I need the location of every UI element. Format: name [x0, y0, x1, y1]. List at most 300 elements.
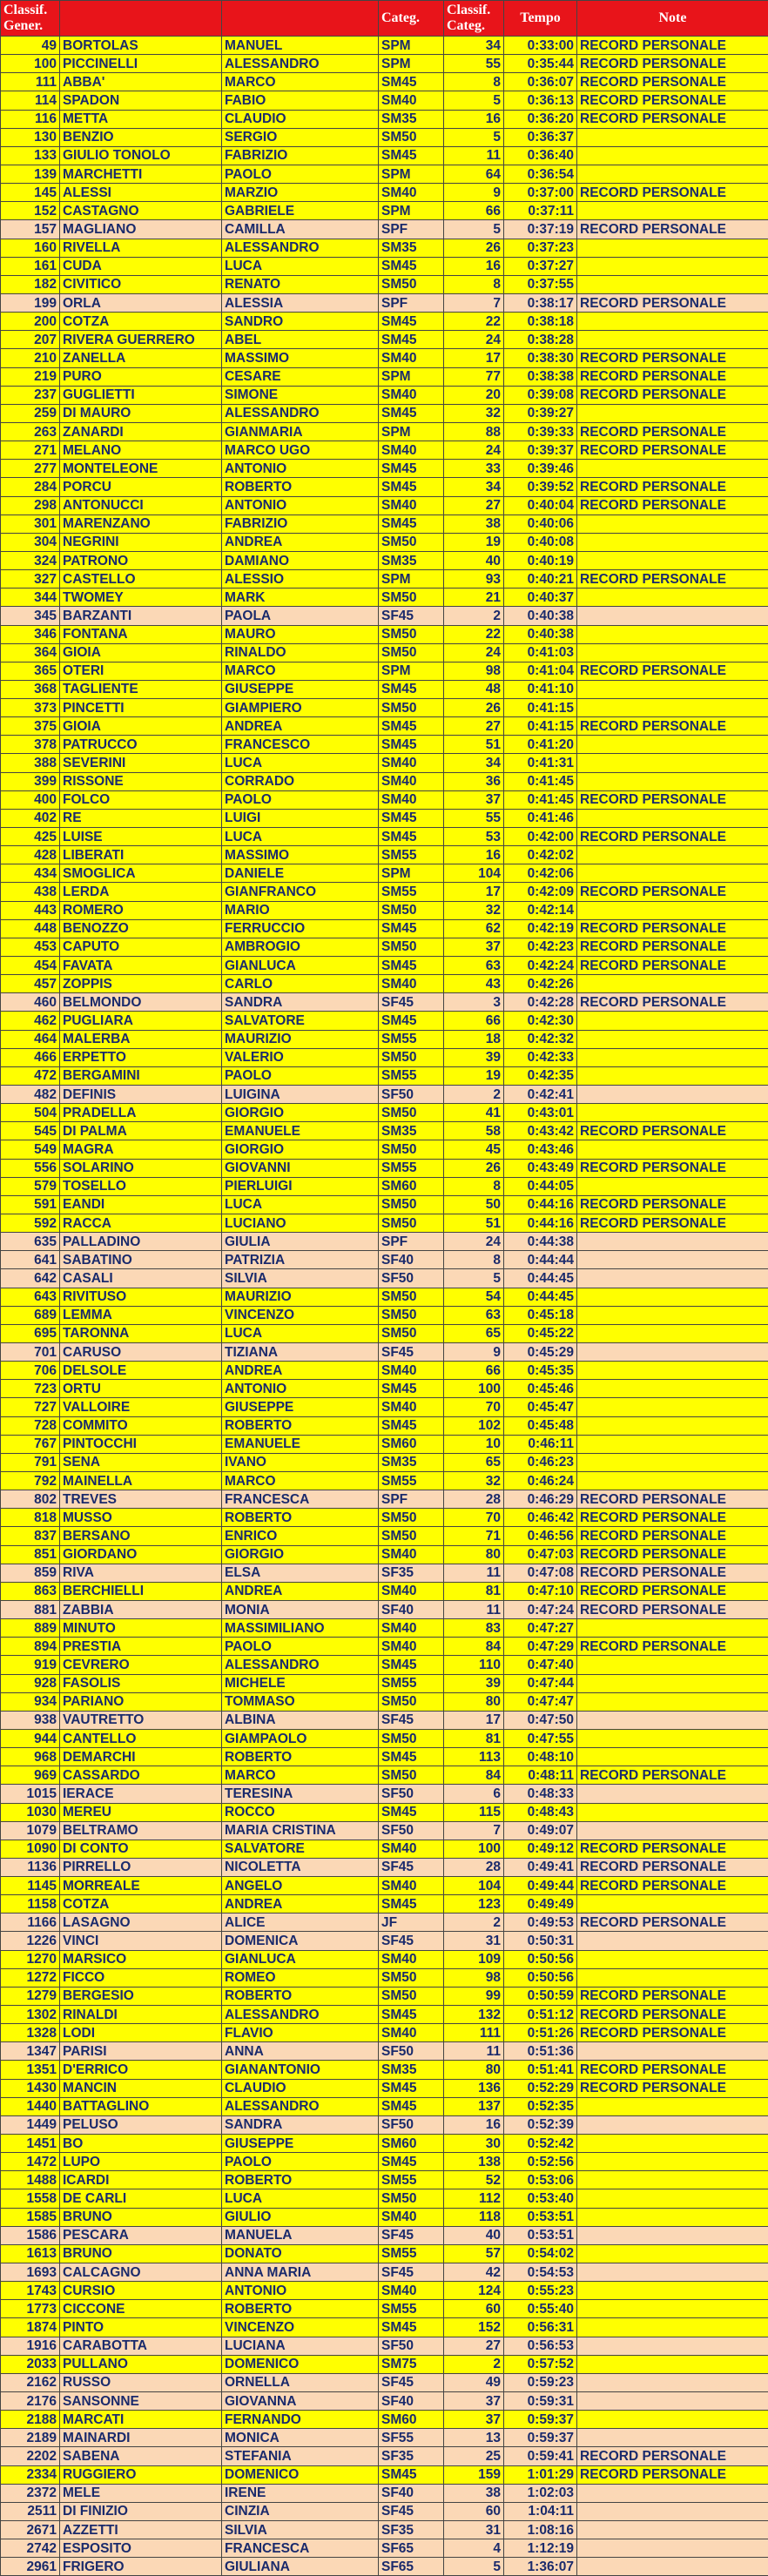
overall-rank-cell: 271 — [1, 441, 60, 460]
category-cell: SM55 — [379, 1066, 444, 1085]
category-cell: SM40 — [379, 1950, 444, 1968]
overall-rank-cell: 545 — [1, 1122, 60, 1140]
name-cell: ANDREA — [222, 1582, 379, 1600]
category-rank-cell: 9 — [444, 184, 504, 202]
table-row — [1, 1324, 768, 1342]
note-cell: RECORD PERSONALE — [577, 496, 768, 515]
category-cell: SM40 — [379, 772, 444, 790]
category-cell: SM45 — [379, 146, 444, 165]
category-cell: SF45 — [379, 993, 444, 1012]
name-cell: ANNA — [222, 2042, 379, 2061]
name-cell: GIORGIO — [222, 1140, 379, 1159]
category-rank-cell: 28 — [444, 1858, 504, 1876]
category-cell: SM35 — [379, 110, 444, 128]
note-cell: RECORD PERSONALE — [577, 1509, 768, 1527]
time-cell: 0:49:49 — [504, 1895, 577, 1914]
note-cell: RECORD PERSONALE — [577, 717, 768, 736]
time-cell: 0:57:52 — [504, 2355, 577, 2373]
category-rank-cell: 17 — [444, 883, 504, 901]
name-cell: ENRICO — [222, 1527, 379, 1545]
overall-rank-cell: 919 — [1, 1656, 60, 1674]
table-row — [1, 717, 768, 736]
surname-cell: GIULIO TONOLO — [60, 146, 222, 165]
time-cell: 0:40:04 — [504, 496, 577, 515]
overall-rank-cell: 2033 — [1, 2355, 60, 2373]
time-cell: 0:49:53 — [504, 1914, 577, 1932]
table-row — [1, 1692, 768, 1711]
overall-rank-cell: 1488 — [1, 2171, 60, 2189]
overall-rank-cell: 425 — [1, 828, 60, 846]
overall-rank-cell: 818 — [1, 1509, 60, 1527]
category-rank-cell: 52 — [444, 2171, 504, 2189]
surname-cell: MALERBA — [60, 1030, 222, 1048]
category-cell: SM40 — [379, 1545, 444, 1564]
table-row — [1, 128, 768, 146]
name-cell: MASSIMO — [222, 846, 379, 864]
name-cell: MASSIMO — [222, 349, 379, 367]
name-cell: AMBROGIO — [222, 938, 379, 956]
note-cell: RECORD PERSONALE — [577, 386, 768, 404]
name-cell: ANDREA — [222, 717, 379, 736]
overall-rank-cell: 881 — [1, 1600, 60, 1618]
time-cell: 0:47:40 — [504, 1656, 577, 1674]
table-row — [1, 2318, 768, 2337]
table-row — [1, 2355, 768, 2373]
overall-rank-cell: 346 — [1, 625, 60, 643]
time-cell: 0:42:30 — [504, 1012, 577, 1030]
overall-rank-cell: 368 — [1, 680, 60, 698]
surname-cell: BERSANO — [60, 1527, 222, 1545]
category-cell: SM60 — [379, 1177, 444, 1195]
table-row — [1, 1380, 768, 1398]
header-overall-rank — [1, 1, 60, 37]
category-rank-cell: 132 — [444, 2006, 504, 2024]
name-cell: LUCIANA — [222, 2337, 379, 2355]
surname-cell: DI PALMA — [60, 1122, 222, 1140]
name-cell: RENATO — [222, 275, 379, 293]
category-rank-cell: 57 — [444, 2244, 504, 2263]
category-cell: SF45 — [379, 2263, 444, 2282]
category-rank-cell: 55 — [444, 809, 504, 827]
overall-rank-cell: 298 — [1, 496, 60, 515]
overall-rank-cell: 399 — [1, 772, 60, 790]
category-rank-cell: 49 — [444, 2373, 504, 2391]
note-cell — [577, 2411, 768, 2429]
name-cell: ANTONIO — [222, 460, 379, 478]
surname-cell: MELE — [60, 2484, 222, 2502]
table-row — [1, 1012, 768, 1030]
category-rank-cell: 11 — [444, 1564, 504, 1582]
name-cell: ALESSIO — [222, 570, 379, 589]
time-cell: 1:36:07 — [504, 2558, 577, 2576]
time-cell: 0:56:31 — [504, 2318, 577, 2337]
time-cell: 0:39:46 — [504, 460, 577, 478]
overall-rank-cell: 443 — [1, 901, 60, 919]
note-cell — [577, 2263, 768, 2282]
table-row — [1, 2115, 768, 2134]
name-cell: DOMENICO — [222, 2355, 379, 2373]
table-row — [1, 2502, 768, 2520]
category-cell: SM55 — [379, 2171, 444, 2189]
category-cell: SM45 — [379, 2097, 444, 2115]
surname-cell: FRIGERO — [60, 2558, 222, 2576]
category-rank-cell: 98 — [444, 1968, 504, 1987]
surname-cell: PICCINELLI — [60, 55, 222, 73]
category-cell: SM50 — [379, 938, 444, 956]
category-cell: SF40 — [379, 1251, 444, 1269]
name-cell: ROBERTO — [222, 1748, 379, 1766]
note-cell — [577, 1748, 768, 1766]
note-cell — [577, 2337, 768, 2355]
category-cell: SM45 — [379, 736, 444, 754]
category-cell: SF55 — [379, 2429, 444, 2447]
table-row — [1, 1600, 768, 1618]
name-cell: EMANUELE — [222, 1435, 379, 1453]
name-cell: LUCA — [222, 1195, 379, 1214]
surname-cell: ESPOSITO — [60, 2539, 222, 2558]
name-cell: GIULIA — [222, 1233, 379, 1251]
surname-cell: MAGLIANO — [60, 220, 222, 239]
surname-cell: FOLCO — [60, 790, 222, 809]
table-row — [1, 1674, 768, 1692]
surname-cell: GUGLIETTI — [60, 386, 222, 404]
name-cell: MAURO — [222, 625, 379, 643]
note-cell — [577, 901, 768, 919]
note-cell — [577, 551, 768, 569]
note-cell: RECORD PERSONALE — [577, 1214, 768, 1233]
name-cell: ANDREA — [222, 1362, 379, 1380]
note-cell: RECORD PERSONALE — [577, 1600, 768, 1618]
time-cell: 0:53:40 — [504, 2189, 577, 2208]
overall-rank-cell: 1874 — [1, 2318, 60, 2337]
name-cell: FABRIZIO — [222, 515, 379, 533]
category-rank-cell: 5 — [444, 1269, 504, 1288]
note-cell: RECORD PERSONALE — [577, 2024, 768, 2042]
category-rank-cell: 36 — [444, 772, 504, 790]
table-row — [1, 1159, 768, 1177]
overall-rank-cell: 400 — [1, 790, 60, 809]
note-cell: RECORD PERSONALE — [577, 37, 768, 55]
category-cell: SM40 — [379, 1877, 444, 1895]
name-cell: SANDRA — [222, 993, 379, 1012]
surname-cell: BENZIO — [60, 128, 222, 146]
category-cell: SM50 — [379, 901, 444, 919]
table-row — [1, 1195, 768, 1214]
name-cell: CAMILLA — [222, 220, 379, 239]
category-cell: SF50 — [379, 2042, 444, 2061]
note-cell — [577, 1233, 768, 1251]
time-cell: 1:02:03 — [504, 2484, 577, 2502]
name-cell: IVANO — [222, 1453, 379, 1471]
overall-rank-cell: 1158 — [1, 1895, 60, 1914]
table-row — [1, 754, 768, 772]
overall-rank-cell: 114 — [1, 91, 60, 110]
overall-rank-cell: 969 — [1, 1766, 60, 1785]
note-cell — [577, 1012, 768, 1030]
overall-rank-cell: 1613 — [1, 2244, 60, 2263]
note-cell — [577, 846, 768, 864]
name-cell: LUCIANO — [222, 1214, 379, 1233]
category-rank-cell: 81 — [444, 1729, 504, 1747]
note-cell: RECORD PERSONALE — [577, 790, 768, 809]
category-rank-cell: 81 — [444, 1582, 504, 1600]
overall-rank-cell: 504 — [1, 1104, 60, 1122]
category-rank-cell: 60 — [444, 2300, 504, 2318]
table-row — [1, 957, 768, 975]
table-row — [1, 293, 768, 312]
table-row — [1, 1840, 768, 1858]
note-cell: RECORD PERSONALE — [577, 993, 768, 1012]
table-row — [1, 2392, 768, 2411]
time-cell: 0:42:28 — [504, 993, 577, 1012]
overall-rank-cell: 428 — [1, 846, 60, 864]
overall-rank-cell: 928 — [1, 1674, 60, 1692]
overall-rank-cell: 457 — [1, 975, 60, 993]
name-cell: FLAVIO — [222, 2024, 379, 2042]
note-cell — [577, 2282, 768, 2300]
time-cell: 0:52:39 — [504, 2115, 577, 2134]
note-cell — [577, 1306, 768, 1324]
category-rank-cell: 16 — [444, 110, 504, 128]
time-cell: 0:59:23 — [504, 2373, 577, 2391]
overall-rank-cell: 161 — [1, 257, 60, 275]
overall-rank-cell: 2334 — [1, 2465, 60, 2484]
name-cell: ANTONIO — [222, 496, 379, 515]
category-rank-cell: 80 — [444, 2061, 504, 2079]
category-cell: SM45 — [379, 1416, 444, 1435]
note-cell: RECORD PERSONALE — [577, 367, 768, 386]
surname-cell: ANTONUCCI — [60, 496, 222, 515]
category-cell: SM40 — [379, 91, 444, 110]
surname-cell: FONTANA — [60, 625, 222, 643]
time-cell: 0:47:55 — [504, 1729, 577, 1747]
note-cell — [577, 2226, 768, 2244]
name-cell: NICOLETTA — [222, 1858, 379, 1876]
note-cell: RECORD PERSONALE — [577, 1564, 768, 1582]
overall-rank-cell: 802 — [1, 1490, 60, 1509]
category-cell: SM45 — [379, 957, 444, 975]
overall-rank-cell: 1347 — [1, 2042, 60, 2061]
time-cell: 0:51:36 — [504, 2042, 577, 2061]
category-rank-cell: 152 — [444, 2318, 504, 2337]
category-cell: SF40 — [379, 2484, 444, 2502]
surname-cell: DE CARLI — [60, 2189, 222, 2208]
table-row — [1, 864, 768, 883]
category-rank-cell: 138 — [444, 2153, 504, 2171]
table-row — [1, 883, 768, 901]
name-cell: MANUELA — [222, 2226, 379, 2244]
name-cell: PIERLUIGI — [222, 1177, 379, 1195]
overall-rank-cell: 579 — [1, 1177, 60, 1195]
header-overall-rank-line2: Gener. — [3, 18, 43, 33]
category-rank-cell: 7 — [444, 1821, 504, 1840]
time-cell: 0:33:00 — [504, 37, 577, 55]
note-cell — [577, 2135, 768, 2153]
note-cell — [577, 275, 768, 293]
category-rank-cell: 31 — [444, 1932, 504, 1950]
overall-rank-cell: 49 — [1, 37, 60, 55]
overall-rank-cell: 448 — [1, 919, 60, 938]
category-cell: SM45 — [379, 828, 444, 846]
category-cell: SM40 — [379, 1619, 444, 1638]
table-row — [1, 331, 768, 349]
surname-cell: GIOIA — [60, 717, 222, 736]
name-cell: ROMEO — [222, 1968, 379, 1987]
time-cell: 0:51:41 — [504, 2061, 577, 2079]
surname-cell: ROMERO — [60, 901, 222, 919]
note-cell: RECORD PERSONALE — [577, 1159, 768, 1177]
note-cell: RECORD PERSONALE — [577, 441, 768, 460]
table-row — [1, 110, 768, 128]
name-cell: FABRIZIO — [222, 146, 379, 165]
overall-rank-cell: 344 — [1, 589, 60, 607]
overall-rank-cell: 1226 — [1, 1932, 60, 1950]
note-cell — [577, 313, 768, 331]
category-rank-cell: 24 — [444, 1233, 504, 1251]
surname-cell: PINTOCCHI — [60, 1435, 222, 1453]
category-rank-cell: 50 — [444, 1195, 504, 1214]
category-cell: SF45 — [379, 2502, 444, 2520]
name-cell: MASSIMILIANO — [222, 1619, 379, 1638]
category-cell: SF50 — [379, 2337, 444, 2355]
surname-cell: CASSARDO — [60, 1766, 222, 1785]
surname-cell: CASALI — [60, 1269, 222, 1288]
table-row — [1, 1748, 768, 1766]
surname-cell: PARIANO — [60, 1692, 222, 1711]
surname-cell: EANDI — [60, 1195, 222, 1214]
overall-rank-cell: 728 — [1, 1416, 60, 1435]
note-cell: RECORD PERSONALE — [577, 1858, 768, 1876]
category-rank-cell: 24 — [444, 441, 504, 460]
note-cell: RECORD PERSONALE — [577, 2465, 768, 2484]
overall-rank-cell: 111 — [1, 73, 60, 91]
category-cell: SM40 — [379, 496, 444, 515]
overall-rank-cell: 592 — [1, 1214, 60, 1233]
table-row — [1, 809, 768, 827]
note-cell — [577, 1380, 768, 1398]
category-rank-cell: 98 — [444, 662, 504, 680]
category-cell: SM35 — [379, 1453, 444, 1471]
name-cell: LUCA — [222, 2189, 379, 2208]
time-cell: 0:41:45 — [504, 790, 577, 809]
note-cell — [577, 2502, 768, 2520]
category-rank-cell: 40 — [444, 2226, 504, 2244]
name-cell: ALESSANDRO — [222, 2006, 379, 2024]
time-cell: 0:37:11 — [504, 202, 577, 220]
category-rank-cell: 27 — [444, 2337, 504, 2355]
category-cell: SM55 — [379, 883, 444, 901]
name-cell: ANDREA — [222, 1895, 379, 1914]
name-cell: RINALDO — [222, 643, 379, 662]
time-cell: 0:48:11 — [504, 1766, 577, 1785]
overall-rank-cell: 116 — [1, 110, 60, 128]
overall-rank-cell: 1449 — [1, 2115, 60, 2134]
category-rank-cell: 5 — [444, 220, 504, 239]
category-rank-cell: 3 — [444, 993, 504, 1012]
note-cell — [577, 1269, 768, 1288]
time-cell: 0:38:18 — [504, 313, 577, 331]
name-cell: SALVATORE — [222, 1840, 379, 1858]
overall-rank-cell: 373 — [1, 699, 60, 717]
name-cell: ALESSANDRO — [222, 404, 379, 422]
note-cell — [577, 2373, 768, 2391]
time-cell: 1:08:16 — [504, 2520, 577, 2539]
category-cell: SM50 — [379, 625, 444, 643]
time-cell: 0:41:46 — [504, 809, 577, 827]
category-cell: SM50 — [379, 1214, 444, 1233]
note-cell: RECORD PERSONALE — [577, 1987, 768, 2005]
category-rank-cell: 65 — [444, 1324, 504, 1342]
time-cell: 0:41:10 — [504, 680, 577, 698]
note-cell: RECORD PERSONALE — [577, 349, 768, 367]
note-cell — [577, 2097, 768, 2115]
time-cell: 0:41:45 — [504, 772, 577, 790]
note-cell — [577, 533, 768, 551]
table-row — [1, 1638, 768, 1656]
note-cell — [577, 1803, 768, 1821]
category-rank-cell: 16 — [444, 2115, 504, 2134]
note-cell: RECORD PERSONALE — [577, 1122, 768, 1140]
note-cell — [577, 1453, 768, 1471]
time-cell: 0:39:37 — [504, 441, 577, 460]
note-cell — [577, 1471, 768, 1490]
surname-cell: ORTU — [60, 1380, 222, 1398]
category-cell: SM40 — [379, 2282, 444, 2300]
name-cell: FERNANDO — [222, 2411, 379, 2429]
time-cell: 0:42:00 — [504, 828, 577, 846]
time-cell: 0:46:23 — [504, 1453, 577, 1471]
category-cell: SF45 — [379, 1711, 444, 1729]
overall-rank-cell: 100 — [1, 55, 60, 73]
surname-cell: PATRONO — [60, 551, 222, 569]
surname-cell: CEVRERO — [60, 1656, 222, 1674]
note-cell — [577, 2392, 768, 2411]
note-cell — [577, 2355, 768, 2373]
surname-cell: MAINELLA — [60, 1471, 222, 1490]
category-cell: SM40 — [379, 790, 444, 809]
category-cell: SM45 — [379, 1803, 444, 1821]
category-rank-cell: 71 — [444, 1527, 504, 1545]
overall-rank-cell: 863 — [1, 1582, 60, 1600]
overall-rank-cell: 466 — [1, 1048, 60, 1066]
category-rank-cell: 115 — [444, 1803, 504, 1821]
category-cell: SF40 — [379, 2392, 444, 2411]
name-cell: PAOLO — [222, 790, 379, 809]
name-cell: GIAMPIERO — [222, 699, 379, 717]
note-cell — [577, 2153, 768, 2171]
category-rank-cell: 84 — [444, 1766, 504, 1785]
table-row — [1, 846, 768, 864]
surname-cell: MUSSO — [60, 1509, 222, 1527]
note-cell — [577, 2539, 768, 2558]
note-cell — [577, 2042, 768, 2061]
time-cell: 0:47:50 — [504, 1711, 577, 1729]
category-cell: SM45 — [379, 1748, 444, 1766]
name-cell: ALICE — [222, 1914, 379, 1932]
overall-rank-cell: 1558 — [1, 2189, 60, 2208]
surname-cell: CASTAGNO — [60, 202, 222, 220]
name-cell: ORNELLA — [222, 2373, 379, 2391]
table-row — [1, 367, 768, 386]
name-cell: PAOLO — [222, 1066, 379, 1085]
overall-rank-cell: 345 — [1, 607, 60, 625]
overall-rank-cell: 199 — [1, 293, 60, 312]
category-rank-cell: 110 — [444, 1656, 504, 1674]
category-cell: SM45 — [379, 2006, 444, 2024]
name-cell: GIANANTONIO — [222, 2061, 379, 2079]
table-row — [1, 1564, 768, 1582]
time-cell: 0:54:02 — [504, 2244, 577, 2263]
